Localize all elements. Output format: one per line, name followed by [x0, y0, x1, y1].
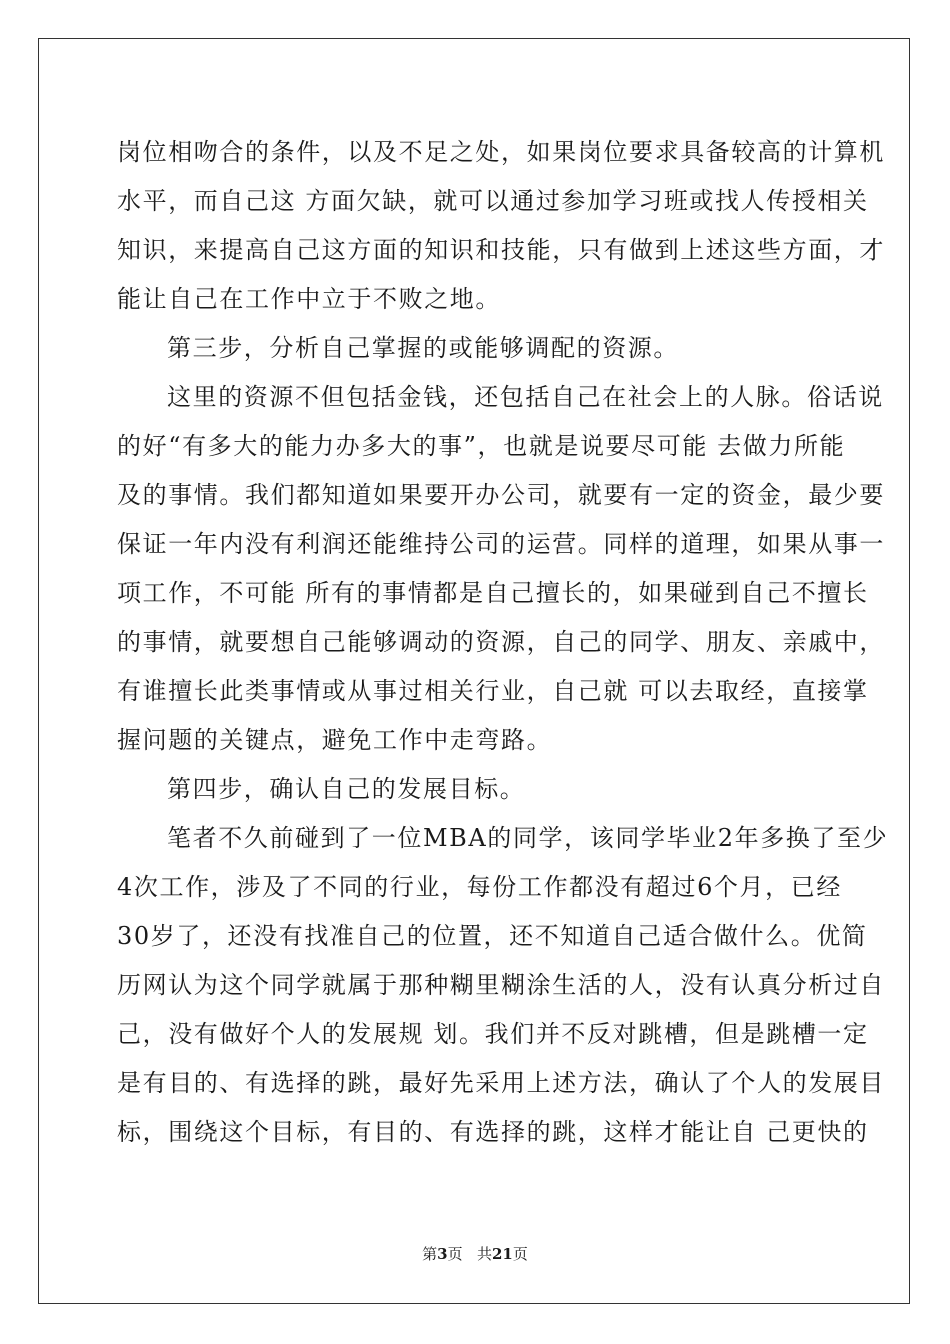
footer-total-suffix: 页 [512, 1245, 528, 1263]
text-line: 第四步，确认自己的发展目标。 [167, 775, 526, 803]
document-body [117, 128, 889, 1157]
footer-total-prefix: 共 [476, 1245, 492, 1263]
text-line: 知识，来提高自己这方面的知识和技能，只有做到上述这些方面，才 [117, 236, 885, 264]
text-line: 标，围绕这个目标，有目的、有选择的跳，这样才能让自 己更快的 [117, 1118, 869, 1146]
footer-page-number: 3 [437, 1245, 448, 1263]
text-line: 这里的资源不但包括金钱，还包括自己在社会上的人脉。俗话说 [167, 383, 884, 411]
footer-page-suffix: 页 [447, 1245, 463, 1263]
text-line: 握问题的关键点，避免工作中走弯路。 [117, 726, 553, 754]
text-line: 笔者不久前碰到了一位MBA的同学，该同学毕业2年多换了至少 [167, 824, 889, 852]
text-line: 第三步，分析自己掌握的或能够调配的资源。 [167, 334, 679, 362]
text-line: 岗位相吻合的条件，以及不足之处，如果岗位要求具备较高的计算机 [117, 138, 885, 166]
text-line: 能让自己在工作中立于不败之地。 [117, 285, 501, 313]
footer-prefix: 第 [422, 1245, 438, 1263]
text-line: 的好“有多大的能力办多大的事”，也就是说要尽可能 去做力所能 [117, 432, 846, 460]
text-line: 历网认为这个同学就属于那种糊里糊涂生活的人，没有认真分析过自 [117, 971, 885, 999]
text-line: 有谁擅长此类事情或从事过相关行业，自己就 可以去取经，直接掌 [117, 677, 869, 705]
text-line: 是有目的、有选择的跳，最好先采用上述方法，确认了个人的发展目 [117, 1069, 885, 1097]
text-line: 30岁了，还没有找准自己的位置，还不知道自己适合做什么。优简 [117, 922, 868, 950]
text-line: 的事情，就要想自己能够调动的资源，自己的同学、朋友、亲戚中， [117, 628, 885, 656]
page-footer [0, 1243, 950, 1264]
text-line: 己，没有做好个人的发展规 划。我们并不反对跳槽，但是跳槽一定 [117, 1020, 869, 1048]
text-line: 保证一年内没有利润还能维持公司的运营。同样的道理，如果从事一 [117, 530, 885, 558]
text-line: 4次工作，涉及了不同的行业，每份工作都没有超过6个月，已经 [117, 873, 842, 901]
text-line: 水平，而自己这 方面欠缺，就可以通过参加学习班或找人传授相关 [117, 187, 869, 215]
footer-total-pages: 21 [491, 1245, 513, 1263]
text-line: 项工作，不可能 所有的事情都是自己擅长的，如果碰到自己不擅长 [117, 579, 869, 607]
text-line: 及的事情。我们都知道如果要开办公司，就要有一定的资金，最少要 [117, 481, 885, 509]
